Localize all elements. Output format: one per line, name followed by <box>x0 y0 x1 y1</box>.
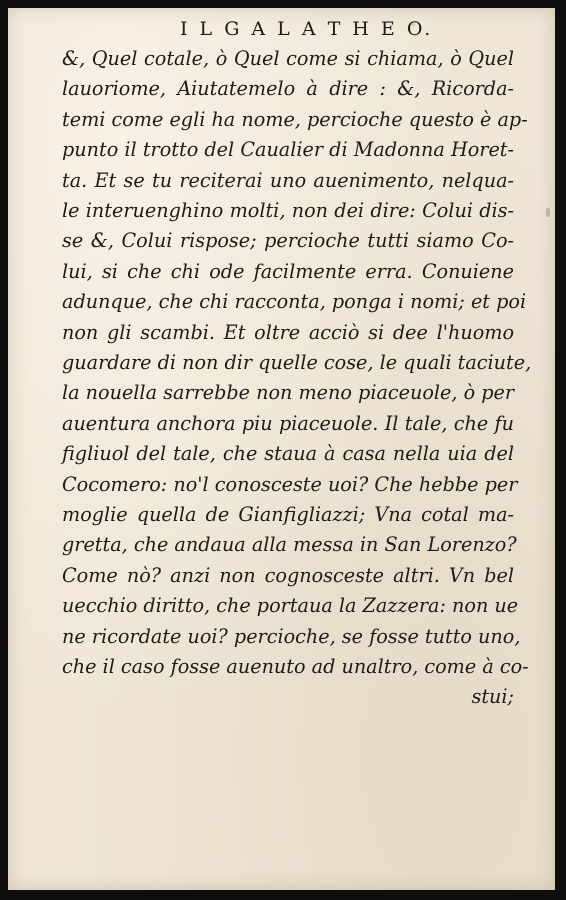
text-line: temi come egli ha nome, percioche questo è ap- <box>62 107 528 131</box>
text-line: non gli scambi. Et oltre acciò si dee l'huomo <box>62 320 514 344</box>
text-line: &, Quel cotale, ò Quel come si chiama, ò Quel <box>62 47 514 70</box>
text-line: ne ricordate uoi? percioche, se fosse tutto uno, <box>62 624 521 648</box>
text-line: guardare di non dir quelle cose, le quali taciute, <box>62 351 532 374</box>
running-head: I L G A L A T H E O. <box>180 18 434 40</box>
text-line: Cocomero: no'l conosceste uoi? Che hebbe per <box>62 472 518 496</box>
text-line: Come nò? anzi non cognosceste altri. Vn bel <box>62 563 514 587</box>
text-line: adunque, che chi racconta, ponga i nomi; et poi <box>62 290 527 314</box>
text-line: stui; <box>471 685 514 709</box>
text-line: che il caso fosse auenuto ad unaltro, come à co- <box>62 655 529 678</box>
text-line: lui, si che chi ode facilmente erra. Conuiene <box>62 259 514 283</box>
text-line: gretta, che andaua alla messa in San Lorenzo? <box>62 533 517 557</box>
text-line: uecchio diritto, che portaua la Zazzera: non ue <box>62 594 519 618</box>
text-line: auentura anchora piu piaceuole. Il tale, che fu <box>62 411 514 435</box>
text-line: punto il trotto del Caualier di Madonna Horet- <box>62 138 514 162</box>
text-line: le interuenghino molti, non dei dire: Colui dis- <box>62 199 514 222</box>
text-line: lauoriome, Aiutatemelo à dire : &, Ricorda- <box>62 77 514 101</box>
text-line: figliuol del tale, che staua à casa nella uia del <box>62 442 514 466</box>
text-line: ta. Et se tu reciterai uno auenimento, nelqua- <box>62 168 514 192</box>
text-line: moglie quella de Gianfigliazzi; Vna cotal ma- <box>62 503 514 526</box>
text-line: la nouella sarrebbe non meno piaceuole, ò per <box>62 381 515 405</box>
book-page <box>8 8 555 890</box>
text-line: se &, Colui rispose; percioche tutti siamo Co- <box>62 229 514 253</box>
paper-stain <box>546 208 550 217</box>
